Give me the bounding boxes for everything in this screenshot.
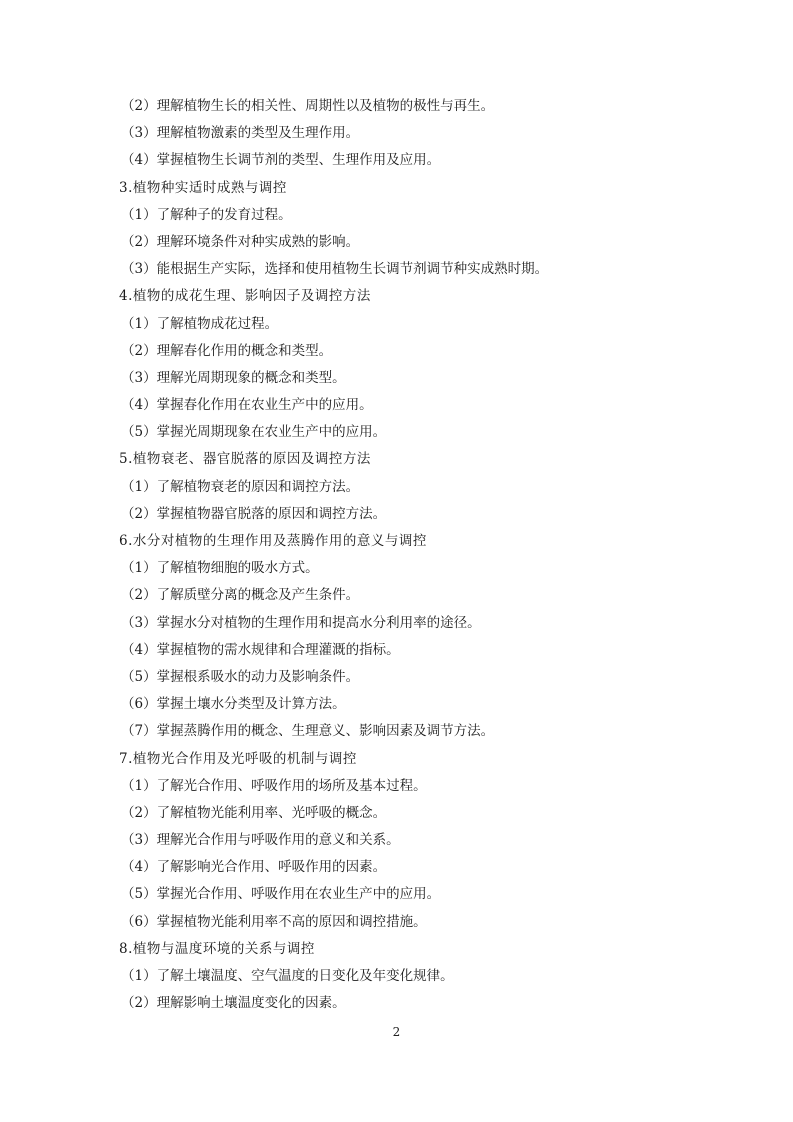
list-item: （3）理解光周期现象的概念和类型。 bbox=[121, 369, 346, 386]
list-item: （2）理解环境条件对种实成熟的影响。 bbox=[121, 233, 360, 250]
list-item: （6）掌握土壤水分类型及计算方法。 bbox=[121, 696, 346, 713]
section-heading: 5.植物衰老、器官脱落的原因及调控方法 bbox=[119, 451, 371, 468]
list-item: （4）了解影响光合作用、呼吸作用的因素。 bbox=[121, 859, 387, 876]
list-item: （1）了解土壤温度、空气温度的日变化及年变化规律。 bbox=[121, 968, 454, 984]
list-item: （2）理解植物生长的相关性、周期性以及植物的极性与再生。 bbox=[121, 98, 495, 114]
section-heading: 7.植物光合作用及光呼吸的机制与调控 bbox=[119, 750, 357, 767]
section-heading: 6.水分对植物的生理作用及蒸腾作用的意义与调控 bbox=[119, 533, 427, 549]
list-item: （4）掌握植物生长调节剂的类型、生理作用及应用。 bbox=[121, 152, 441, 169]
list-item: （2）理解春化作用的概念和类型。 bbox=[121, 342, 333, 359]
list-item: （4）掌握春化作用在农业生产中的应用。 bbox=[121, 397, 373, 414]
list-item: （1）了解光合作用、呼吸作用的场所及基本过程。 bbox=[121, 777, 427, 794]
list-item: （3）掌握水分对植物的生理作用和提高水分利用率的途径。 bbox=[121, 614, 481, 631]
list-item: （5）掌握光合作用、呼吸作用在农业生产中的应用。 bbox=[121, 886, 441, 903]
list-item: （3）能根据生产实际，选择和使用植物生长调节剂调节种实成熟时期。 bbox=[121, 261, 549, 278]
list-item: （7）掌握蒸腾作用的概念、生理意义、影响因素及调节方法。 bbox=[121, 723, 495, 740]
list-item: （2）了解质壁分离的概念及产生条件。 bbox=[121, 587, 360, 604]
list-item: （1）了解植物成花过程。 bbox=[121, 315, 279, 332]
section-heading: 4.植物的成花生理、影响因子及调控方法 bbox=[119, 288, 371, 305]
list-item: （4）掌握植物的需水规律和合理灌溉的指标。 bbox=[121, 641, 400, 658]
list-item: （5）掌握光周期现象在农业生产中的应用。 bbox=[121, 424, 387, 441]
list-item: （2）掌握植物器官脱落的原因和调控方法。 bbox=[121, 505, 387, 522]
section-heading: 3.植物种实适时成熟与调控 bbox=[119, 179, 287, 196]
list-item: （2）了解植物光能利用率、光呼吸的概念。 bbox=[121, 804, 387, 821]
list-item: （3）理解光合作用与呼吸作用的意义和关系。 bbox=[121, 832, 400, 849]
list-item: （1）了解种子的发育过程。 bbox=[121, 206, 292, 223]
page-number: 2 bbox=[392, 1025, 401, 1039]
list-item: （1）了解植物细胞的吸水方式。 bbox=[121, 560, 319, 577]
text-body bbox=[119, 93, 719, 1017]
section-heading: 8.植物与温度环境的关系与调控 bbox=[119, 940, 315, 957]
list-item: （5）掌握根系吸水的动力及影响条件。 bbox=[121, 668, 360, 685]
list-item: （1）了解植物衰老的原因和调控方法。 bbox=[121, 478, 360, 495]
list-item: （6）掌握植物光能利用率不高的原因和调控措施。 bbox=[121, 913, 427, 930]
list-item: （2）理解影响土壤温度变化的因素。 bbox=[121, 995, 346, 1012]
list-item: （3）理解植物激素的类型及生理作用。 bbox=[121, 125, 360, 142]
